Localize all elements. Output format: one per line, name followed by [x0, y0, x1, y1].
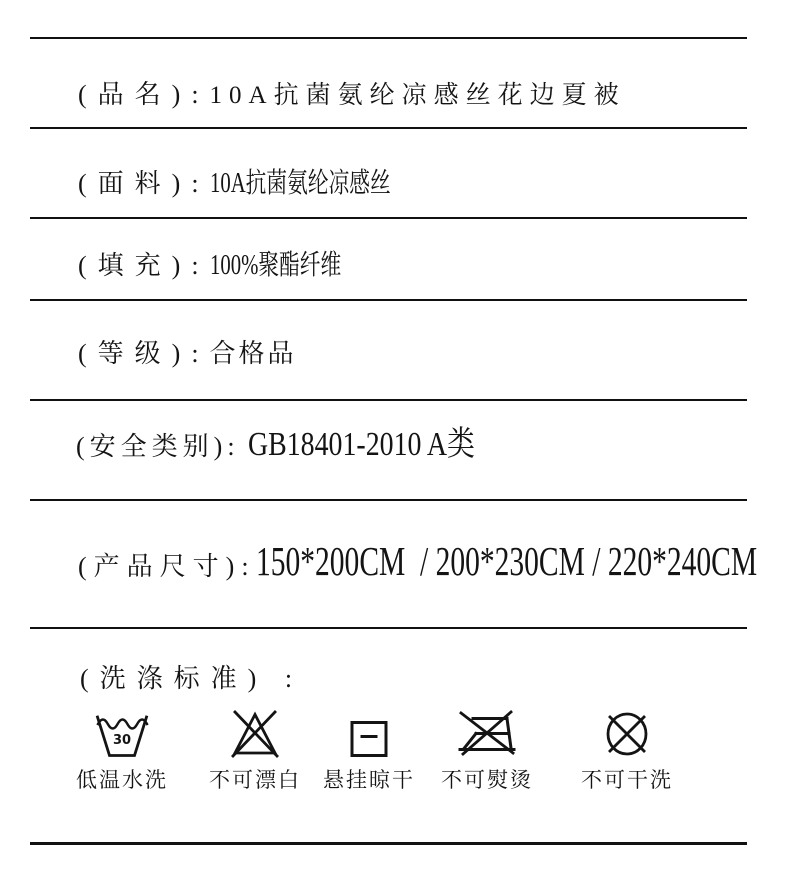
spec-row-grade [78, 332, 297, 376]
spec-row-washing-standard [80, 657, 303, 701]
care-item-no-bleach [190, 710, 320, 796]
spec-row-safety-class [76, 425, 524, 469]
no-dry-clean-icon [602, 710, 652, 758]
spec-label: (品名): [78, 80, 210, 109]
care-item-label: 悬挂晾干 [323, 768, 415, 792]
divider [30, 399, 747, 401]
spec-label: (等级): [78, 339, 210, 368]
care-item-label: 不可熨烫 [441, 768, 533, 792]
spec-value: 150*200CM / 200*230CM / 220*240CM [255, 538, 757, 584]
care-item-hang-dry [304, 710, 434, 796]
care-item-no-iron [422, 710, 552, 796]
spec-value: 合格品 [209, 339, 297, 368]
hang-dry-icon [349, 710, 389, 758]
low-temp-wash-icon [95, 710, 149, 758]
divider [30, 499, 747, 501]
care-item-no-dry-clean [562, 710, 692, 796]
spec-value: 10A抗菌氨纶凉感丝 [209, 168, 391, 199]
svg-text:30: 30 [112, 733, 132, 748]
spec-label: (产品尺寸): [78, 552, 256, 581]
spec-label: (面料): [78, 169, 210, 198]
divider [30, 299, 747, 301]
spec-label: (洗涤标准) : [80, 664, 304, 693]
spec-row-filling [78, 244, 387, 288]
divider [30, 627, 747, 629]
care-item-label: 低温水洗 [76, 768, 168, 792]
no-iron-icon [457, 710, 517, 758]
care-item-label: 不可漂白 [209, 768, 301, 792]
spec-row-product-name [78, 73, 626, 117]
spec-row-product-size [78, 539, 790, 583]
spec-label: (填充): [78, 251, 210, 280]
care-item-label: 不可干洗 [581, 768, 673, 792]
spec-value: 10A抗菌氨纶凉感丝花边夏被 [209, 82, 626, 109]
divider [30, 127, 747, 129]
spec-value: 100%聚酯纤维 [209, 250, 341, 281]
divider [30, 842, 747, 845]
divider [30, 217, 747, 219]
care-item-low-temp-wash [57, 710, 187, 796]
no-bleach-icon [229, 710, 281, 758]
spec-value: GB18401-2010 A类 [247, 426, 475, 463]
spec-label: (安全类别): [76, 432, 240, 461]
spec-row-fabric [78, 162, 454, 206]
divider [30, 37, 747, 39]
